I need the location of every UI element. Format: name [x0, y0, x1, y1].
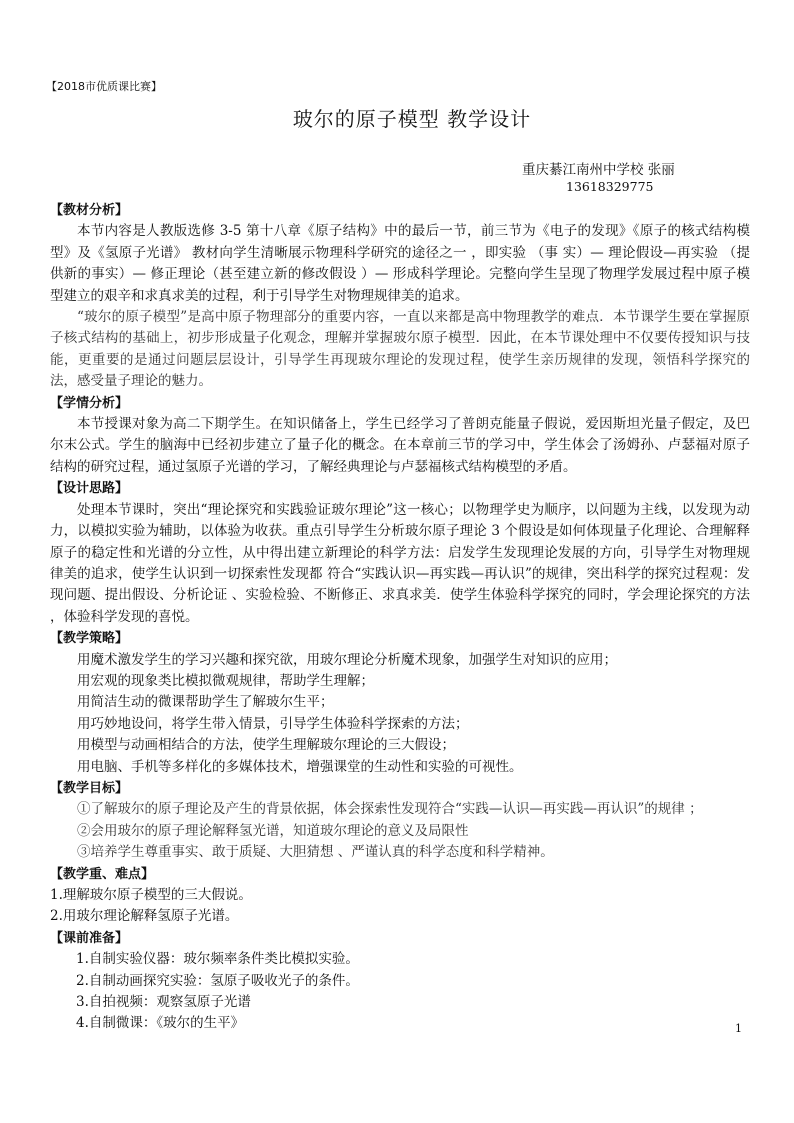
preparation-item: 4.自制微课：《玻尔的生平》 [76, 1015, 245, 1032]
section-heading-key-points: 【教学重、难点】 [50, 866, 155, 882]
preparation-item: 1.自制实验仪器：玻尔频率条件类比模拟实验。 [76, 951, 359, 968]
page-number: 1 [735, 1022, 742, 1035]
section-heading-preparation: 【课前准备】 [50, 930, 129, 946]
goal-item: ②会用玻尔的原子理论解释氢光谱，知道玻尔理论的意义及局限性 [77, 822, 469, 839]
students-paragraph: 本节授课对象为高二下期学生。在知识储备上，学生已经学习了普朗克能量子假说，爱因斯坦光量子假定，及巴尔末公式。学生的脑海中已经初步建立了量子化的概念。在本章前三节的学习中，学生体会了汤姆孙、卢瑟福对原子结构的研究过程，通过氢原子光谱的学习，了解经典理论与卢瑟福核式结构模型的矛盾。 [50, 416, 750, 475]
design-paragraph: 处理本节课时，突出“理论探究和实践验证玻尔理论”这一核心；以物理学史为顺序，以问题为主线，以发现为动力，以模拟实验为辅助，以体验为收获。重点引导学生分析玻尔原子理论 3 个假设是如何体现量子化理论、合理解释原子的稳定性和光谱的分立性，从中得出建立新理论的科学方法：启发学生发现理论发展的方向，引导学生对物理规律美的追求，使学生认识到一切探索性发现都 符合“实践认识—再实践—再认识”的规律，突出科学的探究过程观：发现问题、提出假设、分析论证 、实验检验、不断修正、求真求美．使学生体验科学探究的同时，学会理论探究的方法 ，体验科学发现的喜悦。 [50, 501, 750, 625]
author-school: 重庆綦江南州中学校 张丽 [522, 162, 675, 178]
key-point-item: 1.理解玻尔原子模型的三大假说。 [50, 887, 252, 903]
section-heading-students: 【学情分析】 [50, 395, 129, 411]
strategy-item: 用电脑、手机等多样化的多媒体技术，增强课堂的生动性和实验的可视性。 [77, 758, 523, 775]
section-heading-goals: 【教学目标】 [50, 780, 129, 796]
author-phone: 13618329775 [566, 179, 654, 194]
document-title: 玻尔的原子模型 教学设计 [292, 107, 532, 131]
document-body [50, 200, 750, 1035]
strategy-item: 用简洁生动的微课帮助学生了解玻尔生平； [77, 694, 334, 711]
preparation-item: 3.自拍视频：观察氢原子光谱 [76, 994, 251, 1011]
section-heading-design: 【设计思路】 [50, 481, 129, 497]
strategy-item: 用宏观的现象类比模拟微观规律，帮助学生理解； [77, 672, 374, 689]
preparation-item: 2.自制动画探究实验：氢原子吸收光子的条件。 [76, 972, 359, 989]
material-paragraph-1: 本节内容是人教版选修 3-5 第十八章《原子结构》中的最后一节，前三节为《电子的发现》《原子的核式结构模型》及《氢原子光谱》 教材向学生清晰展示物理科学研究的途径之一 ，即实验 （事 实）— 理论假设—再实验 （提供新的事实）— 修正理论（甚至建立新的修改假设 ）— 形成科学理论。完整向学生呈现了物理学发展过程中原子模型建立的艰辛和求真求美的过程，利于引导学生对物理规律美的追求。 [50, 223, 750, 304]
competition-tag: 【2018市优质课比赛】 [46, 80, 162, 93]
material-paragraph-2: “玻尔的原子模型”是高中原子物理部分的重要内容，一直以来都是高中物理教学的难点．本节课学生要在掌握原子核式结构的基础上，初步形成量子化观念，理解并掌握玻尔原子模型．因此，在本节课处理中不仅要传授知识与技能，更重要的是通过问题层层设计，引导学生再现玻尔理论的发现过程，使学生亲历规律的发现，领悟科学探究的法，感受量子理论的魅力。 [50, 309, 750, 390]
key-point-item: 2.用玻尔理论解释氢原子光谱。 [50, 908, 239, 925]
section-heading-strategy: 【教学策略】 [50, 631, 129, 647]
goal-item: ③培养学生尊重事实、敢于质疑、大胆猜想 、严谨认真的科学态度和科学精神。 [77, 844, 554, 861]
strategy-item: 用模型与动画相结合的方法，使学生理解玻尔理论的三大假设； [77, 737, 455, 754]
strategy-item: 用巧妙地设问，将学生带入情景，引导学生体验科学探索的方法； [77, 715, 469, 732]
goal-item: ①了解玻尔的原子理论及产生的背景依据，体会探索性发现符合“实践—认识—再实践—再认识”的规律 ； [77, 801, 703, 818]
section-heading-material: 【教材分析】 [50, 203, 129, 218]
strategy-item: 用魔术激发学生的学习兴趣和探究欲，用玻尔理论分析魔术现象，加强学生对知识的应用； [77, 651, 617, 668]
